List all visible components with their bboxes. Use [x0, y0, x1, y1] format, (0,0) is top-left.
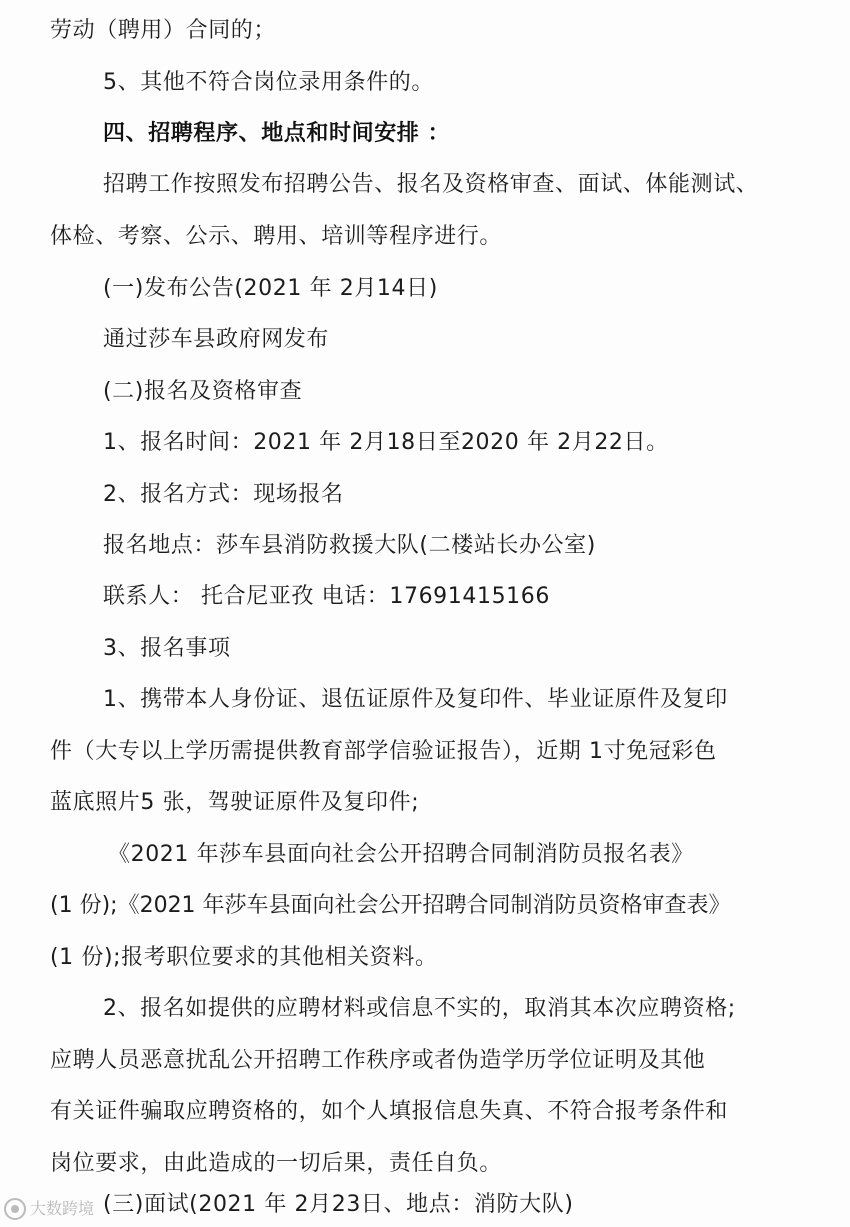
text-line: 体检、考察、公示、聘用、培训等程序进行。 — [50, 224, 503, 249]
text-line: 招聘工作按照发布招聘公告、报名及资格审查、面试、体能测试、 — [103, 172, 759, 197]
text-line: 1、携带本人身份证、退伍证原件及复印件、毕业证原件及复印 — [103, 687, 728, 712]
watermark-text: 大数跨境 — [30, 1199, 95, 1218]
text-line: 报名地点：莎车县消防救援大队(二楼站长办公室) — [103, 533, 596, 558]
text-line: 应聘人员恶意扰乱公开招聘工作秩序或者伪造学历学位证明及其他 — [50, 1048, 706, 1073]
text-line: 2、报名如提供的应聘材料或信息不实的，取消其本次应聘资格; — [103, 996, 736, 1021]
text-line: 蓝底照片5 张，驾驶证原件及复印件; — [50, 790, 420, 815]
text-line: 劳动（聘用）合同的； — [50, 18, 277, 43]
text-line: 2、报名方式：现场报名 — [103, 482, 344, 507]
text-line: 5、其他不符合岗位录用条件的。 — [103, 70, 434, 95]
section-heading: 四、招聘程序、地点和时间安排 ： — [103, 121, 451, 146]
text-line: 岗位要求，由此造成的一切后果，责任自负。 — [50, 1151, 503, 1176]
text-line: (1 份);《2021 年莎车县面向社会公开招聘合同制消防员资格审查表》 — [50, 893, 731, 918]
text-line: 件（大专以上学历需提供教育部学信验证报告），近期 1寸免冠彩色 — [50, 739, 717, 764]
watermark — [4, 1198, 94, 1220]
text-line: 有关证件骗取应聘资格的，如个人填报信息失真、不符合报考条件和 — [50, 1099, 729, 1124]
text-line: (1 份);报考职位要求的其他相关资料。 — [50, 945, 438, 970]
contact-line: 联系人： 托合尼亚孜 电话：17691415166 — [103, 584, 550, 609]
watermark-logo-icon — [4, 1198, 26, 1220]
text-line: 通过莎车县政府网发布 — [103, 327, 330, 352]
text-line: 1、报名时间：2021 年 2月18日至2020 年 2月22日。 — [103, 430, 669, 455]
subsection-heading: (三)面试(2021 年 2月23日、地点：消防大队) — [103, 1192, 574, 1217]
text-line: 3、报名事项 — [103, 636, 231, 661]
subsection-heading: (一)发布公告(2021 年 2月14日) — [103, 276, 438, 301]
subsection-heading: (二)报名及资格审查 — [103, 379, 303, 404]
text-line: 《2021 年莎车县面向社会公开招聘合同制消防员报名表》 — [108, 842, 694, 867]
